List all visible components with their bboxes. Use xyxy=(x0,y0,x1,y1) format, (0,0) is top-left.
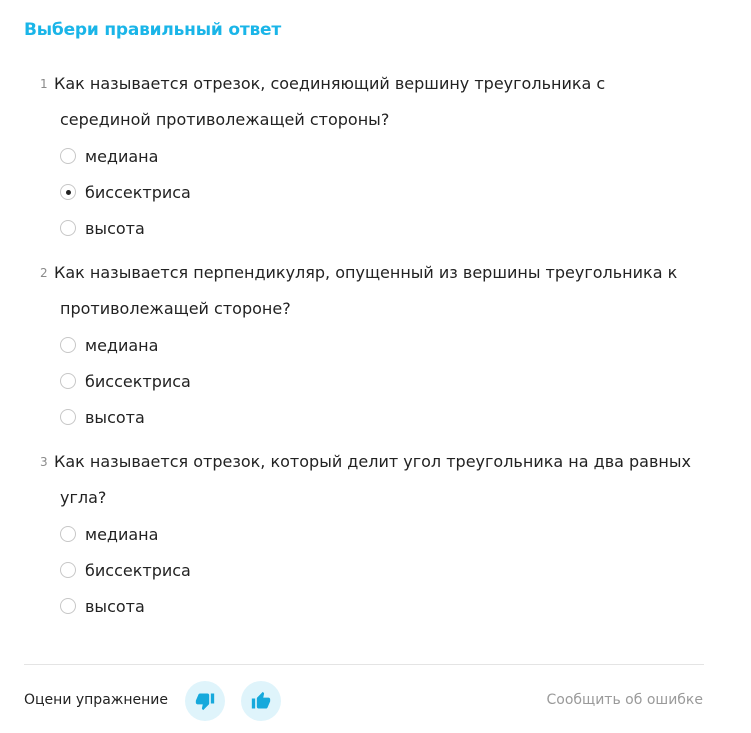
option-label: медиана xyxy=(85,146,159,166)
option-vysota[interactable] xyxy=(40,588,700,624)
option-vysota[interactable] xyxy=(40,210,700,246)
radio-button[interactable] xyxy=(60,562,76,578)
option-bissektrisa[interactable] xyxy=(40,552,700,588)
option-mediana[interactable] xyxy=(40,327,700,363)
radio-button-selected[interactable] xyxy=(60,184,76,200)
footer-divider xyxy=(24,664,704,665)
question-2 xyxy=(40,255,700,435)
question-text-line2: противолежащей стороне? xyxy=(60,299,291,318)
radio-button[interactable] xyxy=(60,409,76,425)
rate-exercise-label: Оцени упражнение xyxy=(24,692,169,708)
question-text-line1: Как называется отрезок, соединяющий вершину треугольника с xyxy=(54,74,606,93)
question-number: 3 xyxy=(40,455,48,469)
thumbs-down-icon xyxy=(195,691,215,711)
question-number: 2 xyxy=(40,266,48,280)
radio-button[interactable] xyxy=(60,526,76,542)
option-bissektrisa[interactable] xyxy=(40,363,700,399)
radio-button[interactable] xyxy=(60,373,76,389)
radio-button[interactable] xyxy=(60,337,76,353)
option-mediana[interactable] xyxy=(40,516,700,552)
option-label: биссектриса xyxy=(85,371,191,391)
question-text-line2: серединой противолежащей стороны? xyxy=(60,110,390,129)
thumbs-up-icon xyxy=(251,691,271,711)
option-label: биссектриса xyxy=(85,182,191,202)
option-label: медиана xyxy=(85,524,159,544)
page-title: Выбери правильный ответ xyxy=(24,20,282,40)
question-number: 1 xyxy=(40,77,48,91)
option-vysota[interactable] xyxy=(40,399,700,435)
option-label: высота xyxy=(85,218,145,238)
question-3 xyxy=(40,444,700,624)
question-text xyxy=(40,66,700,138)
radio-button[interactable] xyxy=(60,598,76,614)
option-bissektrisa[interactable] xyxy=(40,174,700,210)
question-text xyxy=(40,255,700,327)
radio-button[interactable] xyxy=(60,220,76,236)
option-mediana[interactable] xyxy=(40,138,700,174)
question-text xyxy=(40,444,700,516)
question-text-line1: Как называется перпендикуляр, опущенный из вершины треугольника к xyxy=(54,263,678,282)
like-button[interactable] xyxy=(241,681,281,721)
question-text-line1: Как называется отрезок, который делит угол треугольника на два равных xyxy=(54,452,691,471)
option-label: биссектриса xyxy=(85,560,191,580)
option-label: высота xyxy=(85,596,145,616)
dislike-button[interactable] xyxy=(185,681,225,721)
option-label: высота xyxy=(85,407,145,427)
option-label: медиана xyxy=(85,335,159,355)
radio-dot xyxy=(66,190,71,195)
report-error-link[interactable]: Сообщить об ошибке xyxy=(546,692,703,708)
question-1 xyxy=(40,66,700,246)
radio-button[interactable] xyxy=(60,148,76,164)
question-text-line2: угла? xyxy=(60,488,107,507)
